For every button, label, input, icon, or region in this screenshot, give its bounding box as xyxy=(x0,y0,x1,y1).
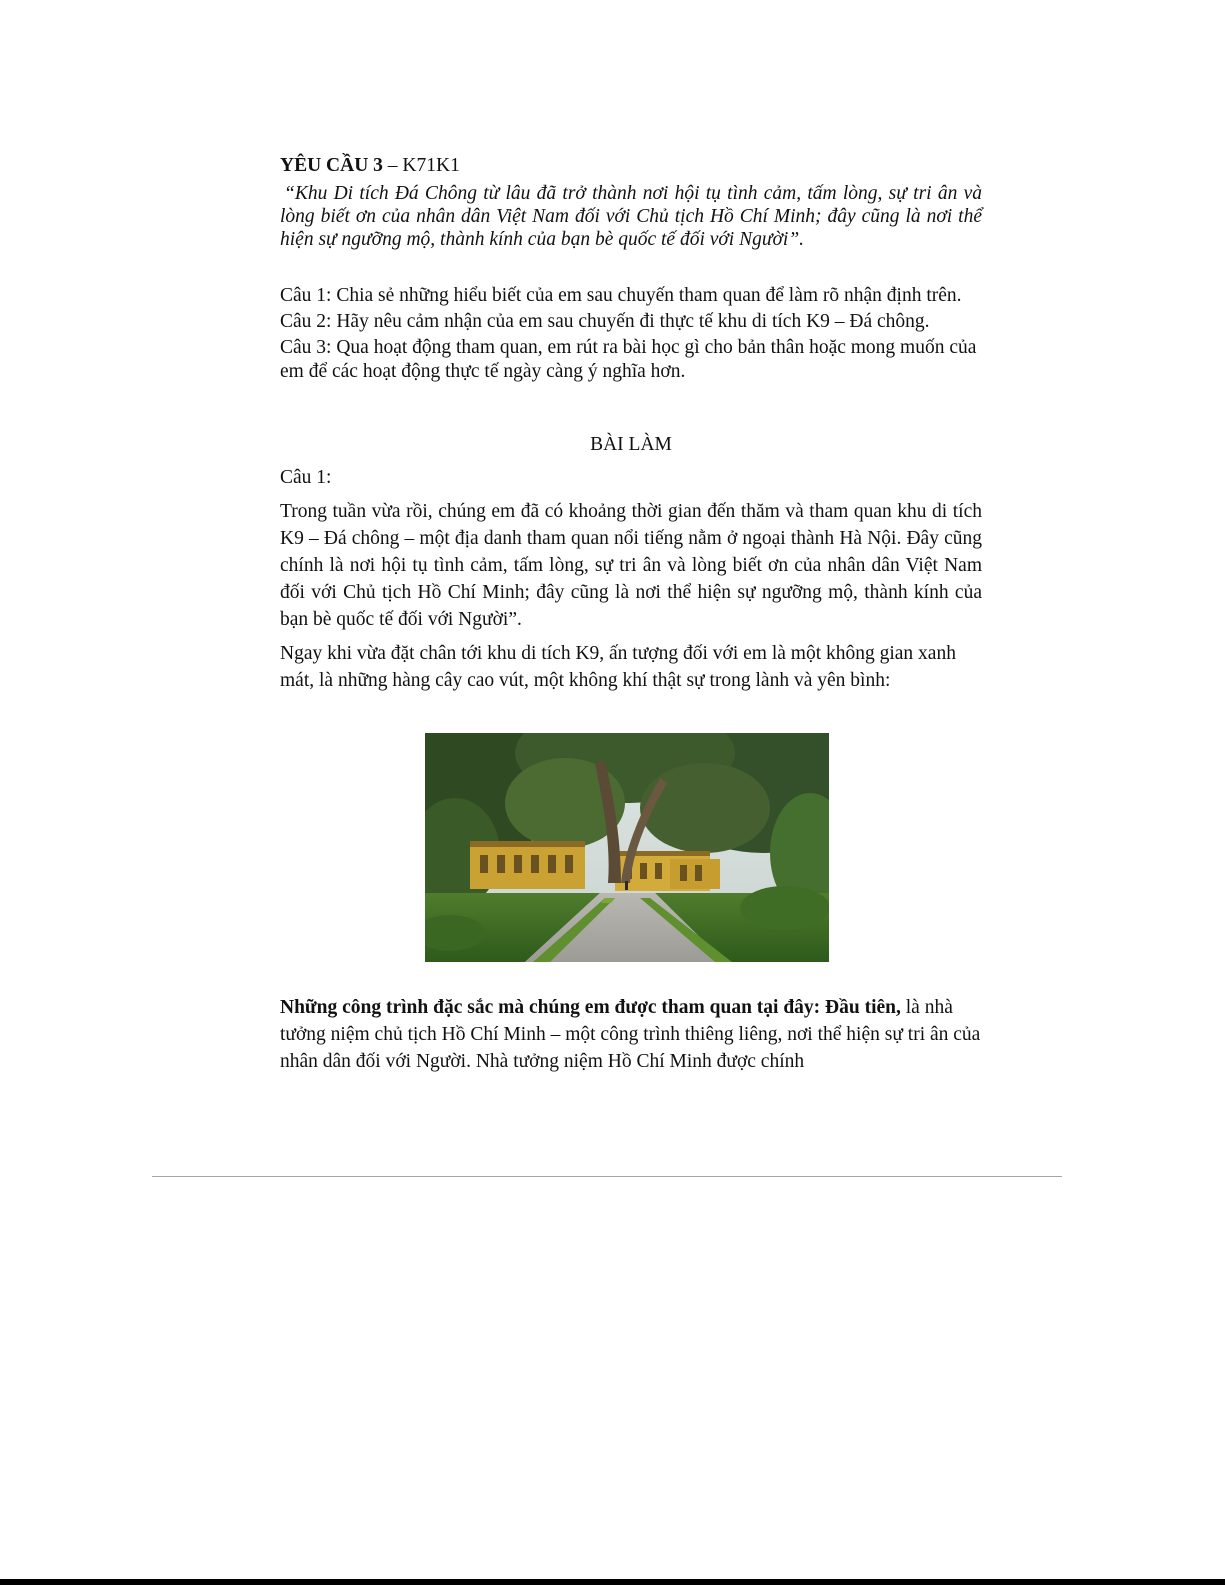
quoted-statement: “Khu Di tích Đá Chông từ lâu đã trở thành nơi hội tụ tình cảm, tấm lòng, sự tri ân và lòng biết ơn của nhân dân Việt Nam đối với Chủ tịch Hồ Chí Minh; đây cũng là nơi thể hiện sự ngưỡng mộ, thành kính của bạn bè quốc tế đối với Người”. xyxy=(280,183,982,250)
paragraph-2: Ngay khi vừa đặt chân tới khu di tích K9, ấn tượng đối với em là một không gian xanh mát, là những hàng cây cao vút, một không khí thật sự trong lành và yên bình: xyxy=(280,643,956,691)
heading-bold: YÊU CẦU 3 xyxy=(280,155,383,176)
paragraph-3 xyxy=(280,994,982,1075)
heading-class-code: – K71K1 xyxy=(382,155,460,176)
paragraph-3-bold: Những công trình đặc sắc mà chúng em được tham quan tại đây: Đầu tiên, xyxy=(280,997,901,1018)
question-2: Câu 2: Hãy nêu cảm nhận của em sau chuyến đi thực tế khu di tích K9 – Đá chông. xyxy=(280,311,930,332)
question-list xyxy=(280,284,982,386)
k9-relic-site-photo xyxy=(425,733,829,962)
paragraph-1: Trong tuần vừa rồi, chúng em đã có khoảng thời gian đến thăm và tham quan khu di tích K9 – Đá chông – một địa danh tham quan nổi tiếng nằm ở ngoại thành Hà Nội. Đây cũng chính là nơi hội tụ tình cảm, tấm lòng, sự tri ân và lòng biết ơn của nhân dân Việt Nam đối với Chủ tịch Hồ Chí Minh; đây cũng là nơi thể hiện sự ngưỡng mộ, thành kính của bạn bè quốc tế đối với Người”. xyxy=(280,501,982,630)
answer-1-label: Câu 1: xyxy=(280,467,332,488)
paragraph-3-text: là nhà tưởng niệm chủ tịch Hồ Chí Minh – một công trình thiêng liêng, nơi thể hiện sự tri ân của nhân dân đối với Người. Nhà tưởng niệm Hồ Chí Minh được chính xyxy=(280,997,981,1072)
question-3: Câu 3: Qua hoạt động tham quan, em rút ra bài học gì cho bản thân hoặc mong muốn của em để các hoạt động thực tế ngày càng ý nghĩa hơn. xyxy=(280,337,977,382)
question-1: Câu 1: Chia sẻ những hiểu biết của em sau chuyến tham quan để làm rõ nhận định trên. xyxy=(280,285,962,306)
bottom-edge-bar xyxy=(0,1579,1225,1585)
page-divider xyxy=(152,1176,1062,1177)
assignment-heading xyxy=(280,154,982,178)
section-title: BÀI LÀM xyxy=(590,434,672,455)
